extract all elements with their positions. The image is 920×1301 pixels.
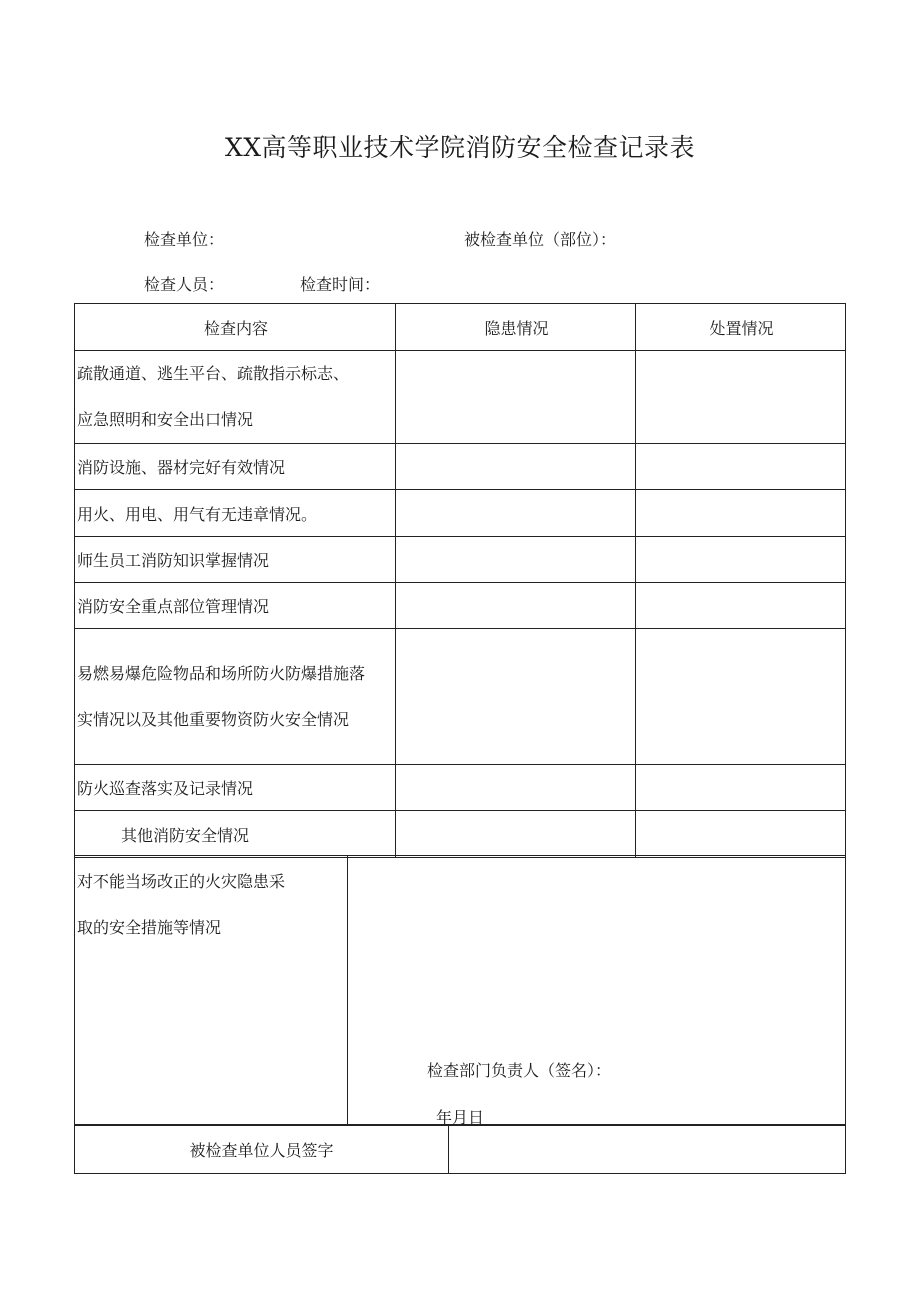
measures-label-cell (75, 856, 348, 1125)
table-row (75, 629, 846, 765)
row-content: 师生员工消防知识掌握情况 (75, 537, 396, 583)
table-row (75, 537, 846, 583)
disposal-cell[interactable] (636, 490, 846, 537)
header-disposal: 处置情况 (636, 304, 846, 351)
row-content (75, 351, 396, 444)
signature-table (74, 1125, 846, 1174)
hazard-cell[interactable] (396, 444, 636, 490)
table-row (75, 444, 846, 490)
row-content-line2: 应急照明和安全出口情况 (77, 410, 254, 429)
hazard-cell[interactable] (396, 537, 636, 583)
table-row (75, 351, 846, 444)
check-unit-label: 检查单位： (144, 230, 225, 249)
responsible-signature-label: 检查部门负责人（签名）： (427, 1061, 612, 1080)
row-content (75, 629, 396, 765)
measures-label-line1: 对不能当场改正的火灾隐患采 (77, 872, 286, 891)
inspected-unit-label: 被检查单位（部位）： (464, 230, 617, 249)
hazard-cell[interactable] (396, 765, 636, 811)
row-content-line1: 易燃易爆危险物品和场所防火防爆措施落 (77, 663, 366, 683)
inspector-label: 检查人员： (144, 275, 225, 294)
hazard-cell[interactable] (396, 629, 636, 765)
disposal-cell[interactable] (636, 583, 846, 629)
disposal-cell[interactable] (636, 351, 846, 444)
disposal-cell[interactable] (636, 811, 846, 858)
hazard-cell[interactable] (396, 811, 636, 858)
row-content: 消防设施、器材完好有效情况 (75, 444, 396, 490)
date-label: 年月日 (436, 1108, 485, 1127)
measures-label-line2: 取的安全措施等情况 (77, 918, 222, 937)
signature-cell[interactable] (449, 1126, 846, 1174)
row-content: 用火、用电、用气有无违章情况。 (75, 490, 396, 537)
table-row (75, 490, 846, 537)
row-content-line1: 疏散通道、逃生平台、疏散指示标志、 (77, 364, 350, 383)
hazard-cell[interactable] (396, 351, 636, 444)
inspection-table (74, 303, 846, 858)
hazard-cell[interactable] (396, 583, 636, 629)
hazard-cell[interactable] (396, 490, 636, 537)
table-row (75, 583, 846, 629)
check-time-label: 检查时间： (300, 275, 381, 294)
disposal-cell[interactable] (636, 444, 846, 490)
document-title: XX高等职业技术学院消防安全检查记录表 (224, 133, 696, 162)
header-hazard: 隐患情况 (396, 304, 636, 351)
row-content: 其他消防安全情况 (75, 811, 396, 858)
table-row (75, 811, 846, 858)
disposal-cell[interactable] (636, 629, 846, 765)
table-row (75, 765, 846, 811)
measures-content-cell[interactable] (348, 856, 846, 1125)
header-check-content: 检查内容 (75, 304, 396, 351)
table-header-row (75, 304, 846, 351)
row-content: 消防安全重点部位管理情况 (75, 583, 396, 629)
row-content-line2: 实情况以及其他重要物资防火安全情况 (77, 709, 350, 729)
signature-label: 被检查单位人员签字 (75, 1126, 449, 1174)
disposal-cell[interactable] (636, 765, 846, 811)
measures-table (74, 855, 846, 1125)
row-content: 防火巡查落实及记录情况 (75, 765, 396, 811)
disposal-cell[interactable] (636, 537, 846, 583)
